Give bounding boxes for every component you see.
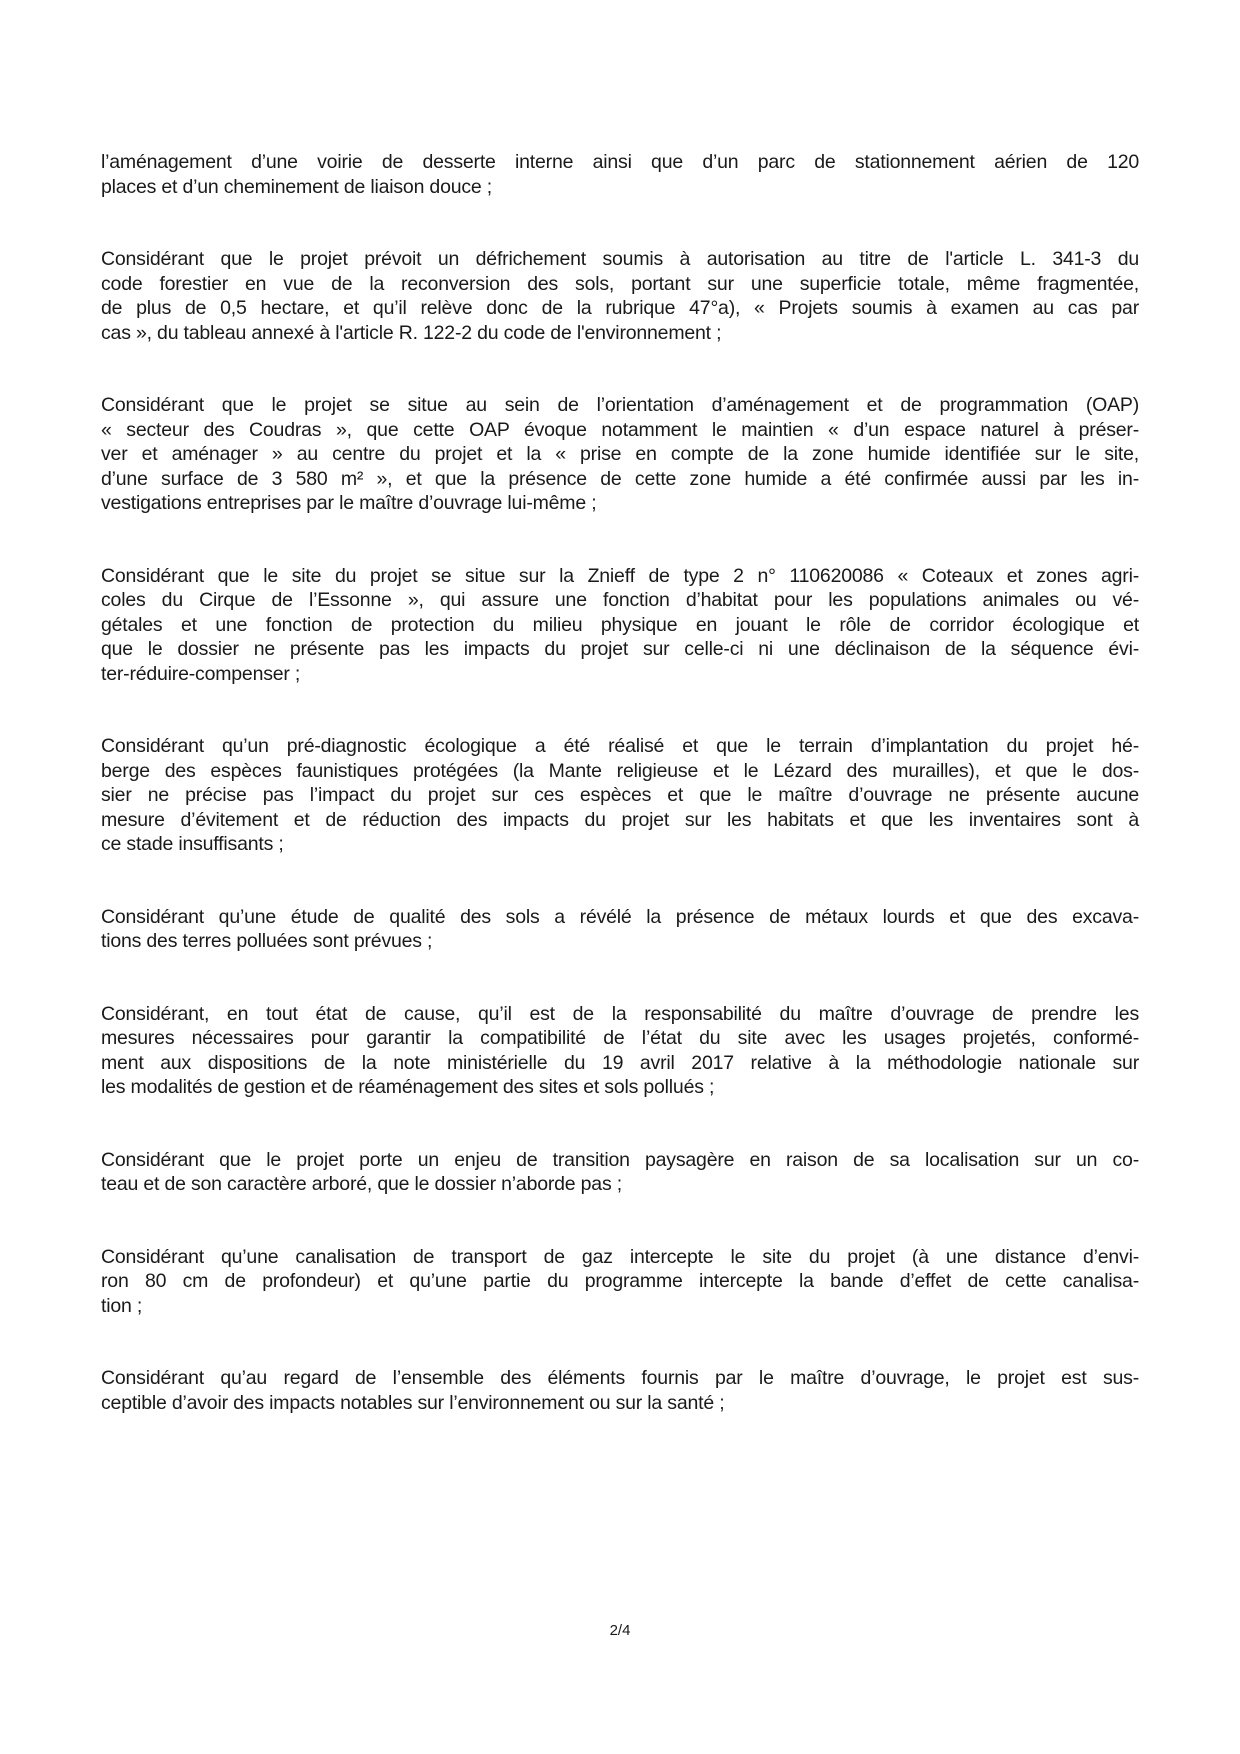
- paragraph-voirie: [101, 150, 1139, 199]
- text-line: vestigations entreprises par le maître d’ouvrage lui-même ;: [101, 492, 597, 514]
- text-line: sier ne précise pas l’impact du projet sur ces espèces et que le maître d’ouvrage ne présente aucune: [101, 784, 1139, 806]
- text-line: code forestier en vue de la reconversion des sols, portant sur une superficie totale, même fragmentée,: [101, 272, 1139, 295]
- paragraph-qualite-sols: [101, 905, 1139, 954]
- text-line: tion ;: [101, 1294, 143, 1317]
- paragraph-conclusion: [101, 1366, 1139, 1415]
- text-line: Considérant qu’un pré-diagnostic écologique a été réalisé et que le terrain d’implantation du projet hé-: [101, 735, 1139, 757]
- paragraph-oap: [101, 393, 1139, 516]
- text-line: ment aux dispositions de la note ministérielle du 19 avril 2017 relative à la méthodologie nationale sur: [101, 1051, 1139, 1074]
- paragraph-especes-protegees: [101, 734, 1139, 857]
- text-line: mesure d’évitement et de réduction des impacts du projet sur les habitats et que les inventaires sont à: [101, 808, 1139, 831]
- text-line: Considérant qu’une canalisation de transport de gaz intercepte le site du projet (à une distance d’envi-: [101, 1245, 1139, 1268]
- text-line: gétales et une fonction de protection du milieu physique en jouant le rôle de corridor écologique et: [101, 613, 1139, 636]
- text-line: mesures nécessaires pour garantir la compatibilité de l’état du site avec les usages projetés, conformé-: [101, 1027, 1139, 1049]
- paragraph-canalisation-gaz: [101, 1245, 1139, 1319]
- text-line: les modalités de gestion et de réaménagement des sites et sols pollués ;: [101, 1076, 715, 1098]
- text-line: ter-réduire-compenser ;: [101, 662, 301, 685]
- text-line: berge des espèces faunistiques protégées (la Mante religieuse et le Lézard des murailles), et que le dos-: [101, 759, 1139, 782]
- text-line: Considérant que le projet porte un enjeu de transition paysagère en raison de sa localisation sur un co-: [101, 1148, 1139, 1171]
- text-line: ce stade insuffisants ;: [101, 833, 284, 855]
- text-line: places et d’un cheminement de liaison douce ;: [101, 175, 492, 198]
- paragraph-defrichement: [101, 247, 1139, 345]
- text-line: cas », du tableau annexé à l'article R. 122-2 du code de l'environnement ;: [101, 321, 722, 344]
- text-line: « secteur des Coudras », que cette OAP évoque notamment le maintien « d’un espace naturel à préser-: [101, 418, 1139, 441]
- text-line: tions des terres polluées sont prévues ;: [101, 930, 433, 952]
- text-line: Considérant qu’une étude de qualité des sols a révélé la présence de métaux lourds et que des excava-: [101, 905, 1139, 928]
- text-line: Considérant, en tout état de cause, qu’il est de la responsabilité du maître d’ouvrage de prendre les: [101, 1002, 1139, 1025]
- text-line: teau et de son caractère arboré, que le dossier n’aborde pas ;: [101, 1173, 622, 1195]
- text-line: que le dossier ne présente pas les impacts du projet sur celle-ci ni une déclinaison de la séquence évi-: [101, 638, 1139, 660]
- paragraph-transition-paysagere: [101, 1148, 1139, 1197]
- text-line: ver et aménager » au centre du projet et la « prise en compte de la zone humide identifiée sur le site,: [101, 443, 1139, 465]
- text-line: Considérant qu’au regard de l’ensemble des éléments fournis par le maître d’ouvrage, le projet est sus-: [101, 1367, 1139, 1389]
- text-line: l’aménagement d’une voirie de desserte interne ainsi que d’un parc de stationnement aérien de 120: [101, 151, 1139, 173]
- text-line: Considérant que le projet prévoit un défrichement soumis à autorisation au titre de l'article L. 341-3 du: [101, 248, 1139, 270]
- paragraph-znieff: [101, 564, 1139, 687]
- text-line: coles du Cirque de l’Essonne », qui assure une fonction d’habitat pour les populations animales ou vé-: [101, 589, 1139, 611]
- text-line: Considérant que le projet se situe au sein de l’orientation d’aménagement et de programmation (OAP): [101, 394, 1139, 416]
- text-line: Considérant que le site du projet se situe sur la Znieff de type 2 n° 110620086 « Coteaux et zones agri-: [101, 564, 1139, 587]
- document-body: [101, 150, 1139, 1415]
- text-line: ron 80 cm de profondeur) et qu’une partie du programme intercepte la bande d’effet de cette canalisa-: [101, 1270, 1139, 1292]
- text-line: ceptible d’avoir des impacts notables sur l’environnement ou sur la santé ;: [101, 1391, 725, 1414]
- text-line: d’une surface de 3 580 m² », et que la présence de cette zone humide a été confirmée aussi par les in-: [101, 467, 1139, 490]
- page-number: 2/4: [609, 1622, 631, 1639]
- paragraph-responsabilite: [101, 1002, 1139, 1100]
- text-line: de plus de 0,5 hectare, et qu’il relève donc de la rubrique 47°a), « Projets soumis à examen au cas par: [101, 297, 1139, 319]
